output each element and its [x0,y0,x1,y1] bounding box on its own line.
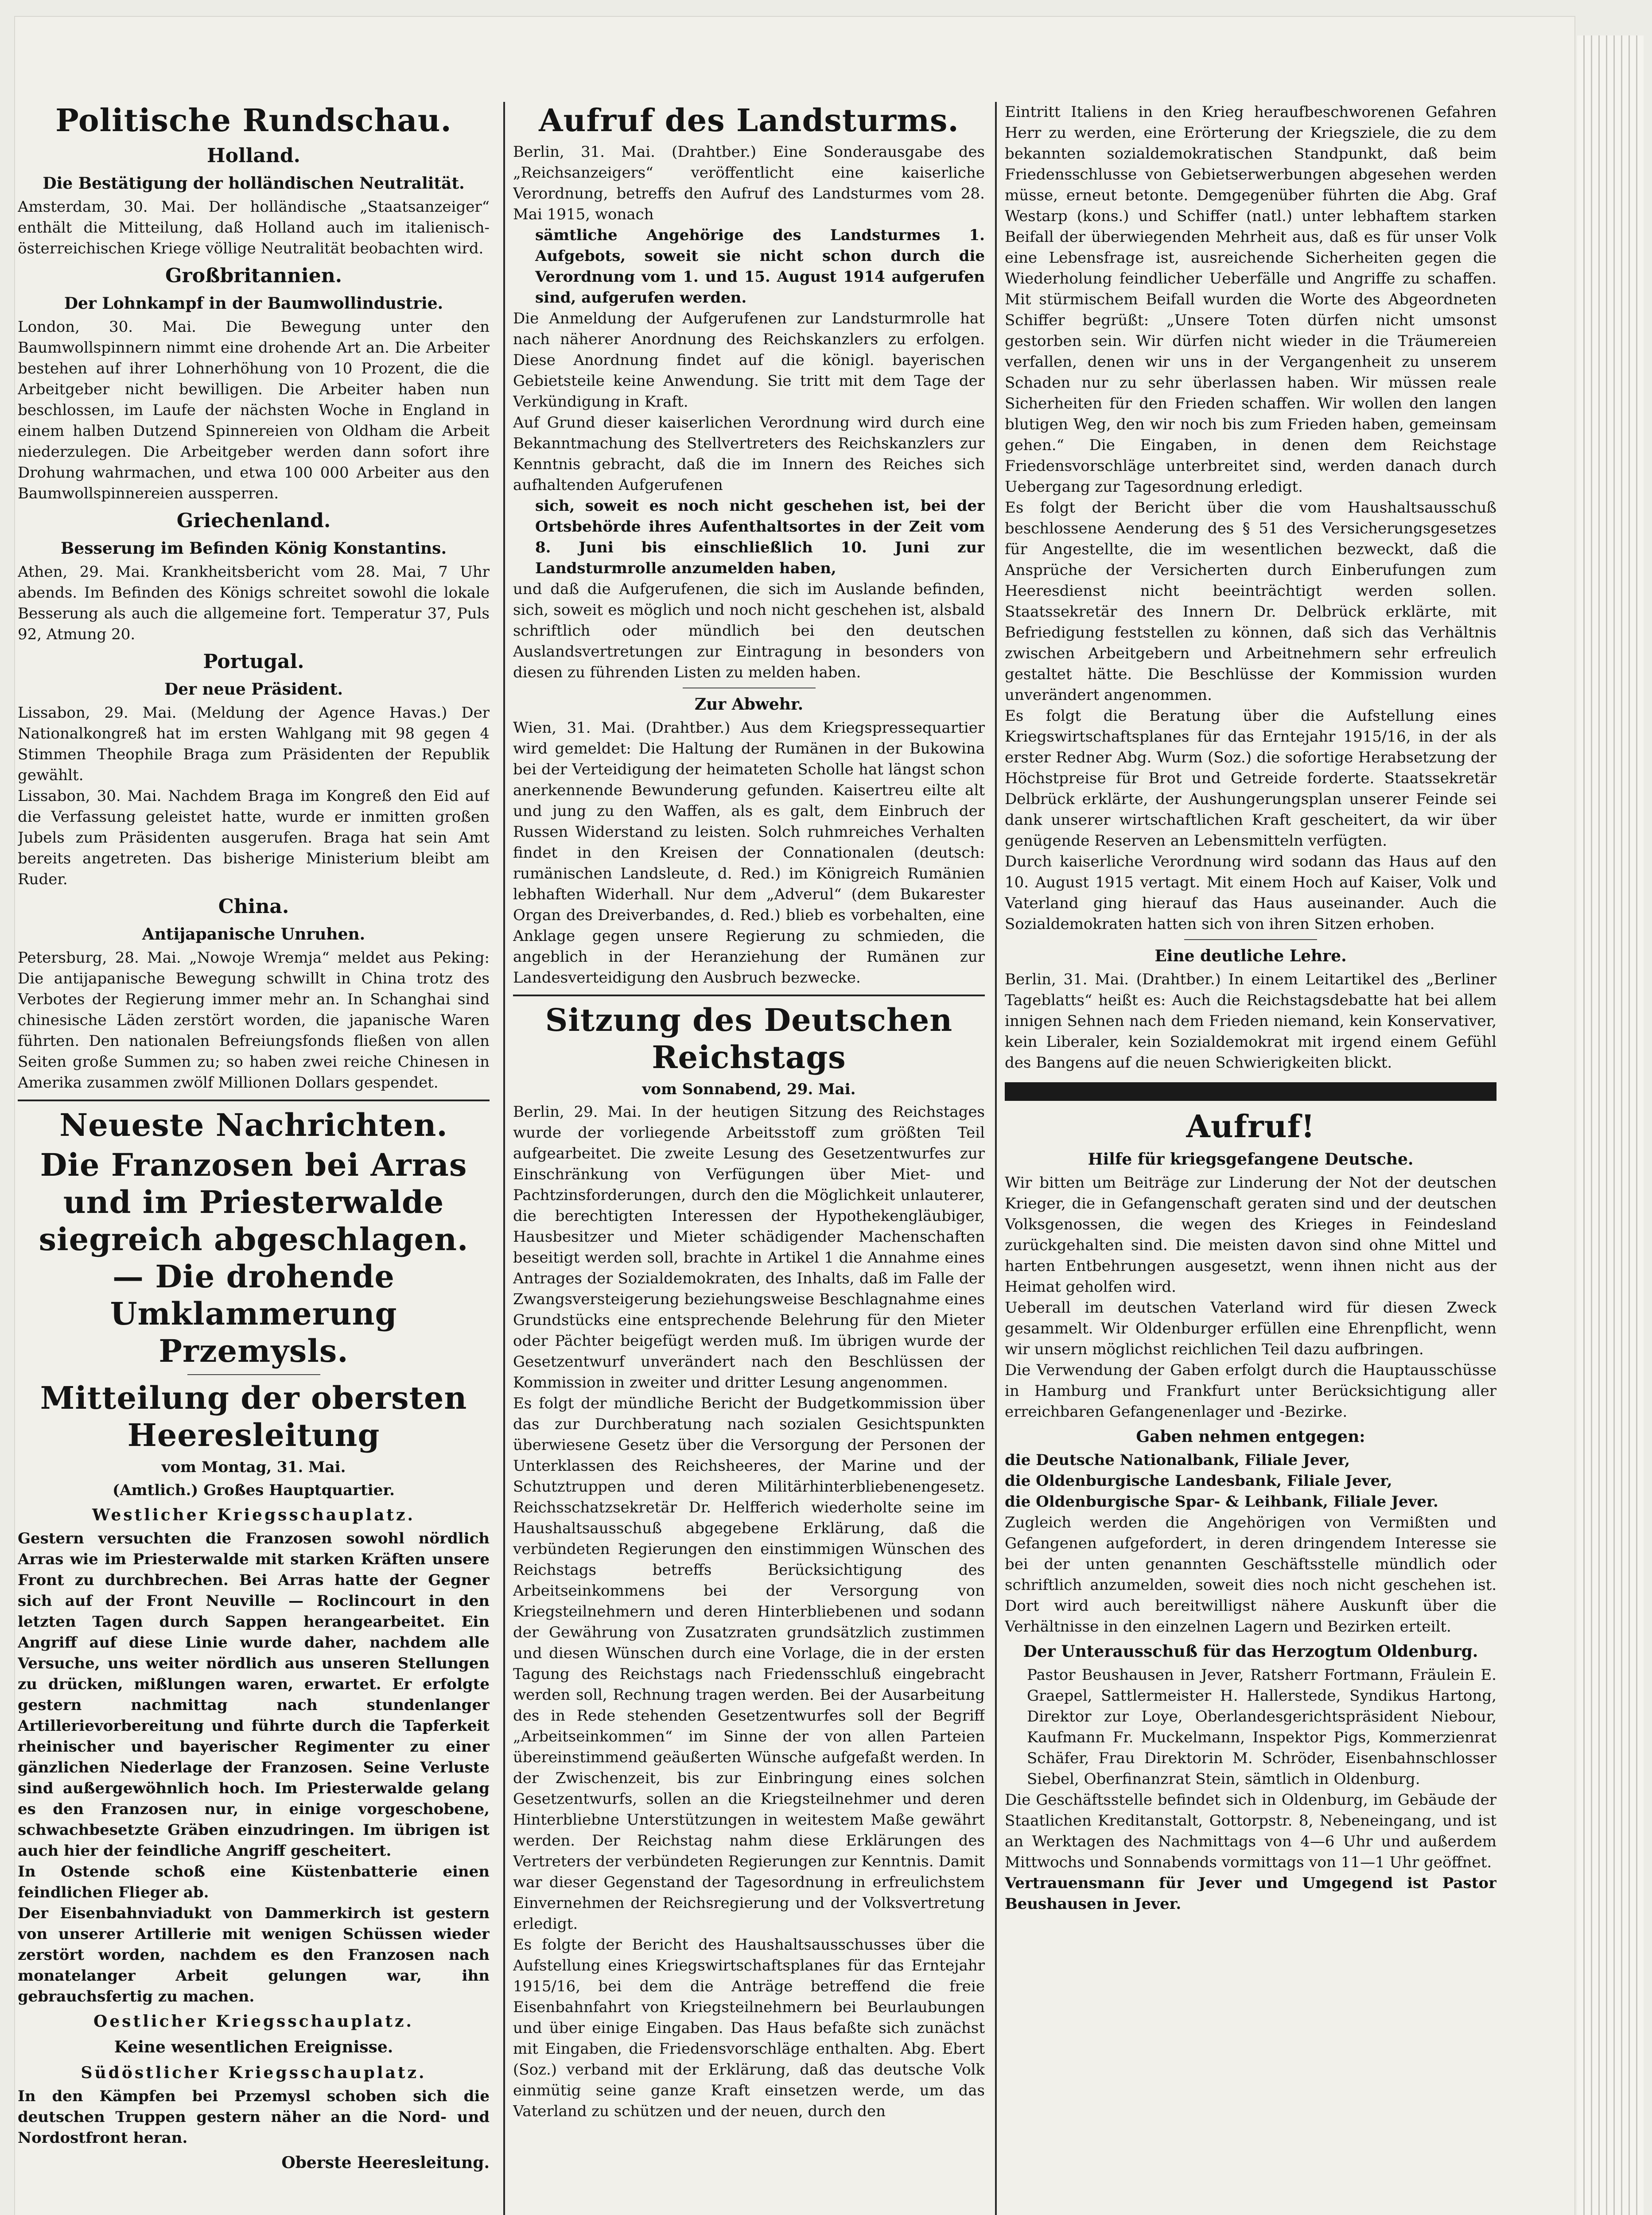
article-text: London, 30. Mai. Die Bewegung unter den Baumwollspinnern nimmt eine drohende Art an. Die Arbeiter bestehen auf ihrer Lohnerhöhung von 10 Prozent, die die Arbeitgeber nicht bewilligen. Die Arbeiter haben nun beschlossen, im Laufe der nächsten Woche in England in einem halben Dutzend Spinnereien von Oldham die Arbeit niederzulegen. Die Arbeitgeber werden dann sofort ihre Drohung wahrmachen, und etwa 100 000 Arbeiter aus den Baumwollspinnereien aussperren. [18,318,490,502]
subheading: Der Lohnkampf in der Baumwollindustrie. [64,294,443,313]
bank-entry: die Oldenburgische Landesbank, Filiale Jever, [1005,1472,1392,1490]
article-text: sich, soweit es noch nicht geschehen ist, bei der Ortsbehörde ihres Aufenthaltsortes in der Zeit vom 8. Juni bis einschließlich 10. Juni zur Landsturmrolle anzumelden haben, [535,497,985,577]
subheading: Der neue Präsident. [164,680,343,699]
article-text: Auf Grund dieser kaiserlichen Verordnung wird durch eine Bekanntmachung des Stellvertreters des Reichskanzlers zur Kenntnis gebracht, daß die im Innern des Reiches sich aufhaltenden Aufgerufenen [513,414,985,494]
article-text: Lissabon, 29. Mai. (Meldung der Agence Havas.) Der Nationalkongreß hat im ersten Wahlgang mit 98 gegen 4 Stimmen Theophile Braga zum Präsidenten der Republik gewählt. [18,704,490,784]
page-stack-edge [1577,35,1644,2215]
front-heading: Südöstlicher Kriegsschauplatz. [81,2063,427,2082]
article-text: Der Eisenbahnviadukt von Dammerkirch ist gestern von unserer Artillerie mit wenigen Schüssen wieder zerstört worden, nachdem es den Franzosen nach monatelanger Arbeit gelungen war, ihn gebrauchsfertig zu machen. [18,1904,490,2005]
column-right [1005,102,1497,2215]
article-text: Lissabon, 30. Mai. Nachdem Braga im Kongreß den Eid auf die Verfassung geleistet hatte, wurde er inmitten großen Jubels zum Präsidenten ausgerufen. Braga hat sein Amt bereits angetreten. Das bisherige Ministerium bleibt am Ruder. [18,787,490,888]
article-text: Eintritt Italiens in den Krieg heraufbeschworenen Gefahren Herr zu werden, eine Erörterung der Kriegsziele, die zu dem bekannten sozialdemokratischen Standpunkt, daß beim Friedensschlusse von Gebietserwerbungen abgesehen werden müsse, erneut betonte. Demgegenüber führten die Abg. Graf Westarp (kons.) und Schiffer (natl.) unter lebhaftem starken Beifall der überwiegenden Mehrheit aus, daß es für unser Volk eine Lebensfrage ist, ausreichende Sicherheiten gegen die Wiederholung feindlicher Ueberfälle und Angriffe zu schaffen. Mit stürmischem Beifall wurden die Worte des Abgeordneten Schiffer begrüßt: „Unsere Toten dürfen nicht umsonst gestorben sein. Wir dürfen nicht wieder in die Träumereien verfallen, denen wir uns in der Vergangenheit zu unserem Schaden nur zu sehr überlassen haben. Wir müssen reale Sicherheiten für den Frieden schaffen. Wir wollen den langen blutigen Weg, den wir noch bis zum Frieden haben, gemeinsam gehen.“ Die Eingaben, in denen dem Reichstage Friedensvorschläge unterbreitet sind, werden danach durch Uebergang zur Tagesordnung erledigt. [1005,103,1497,496]
article-text: sämtliche Angehörige des Landsturmes 1. Aufgebots, soweit sie nicht schon durch die Verordnung vom 1. und 15. August 1914 aufgerufen sind, aufgerufen werden. [535,226,985,307]
article-text: Es folgt die Beratung über die Aufstellung eines Kriegswirtschaftsplanes für das Erntejahr 1915/16, in der als erster Redner Abg. Wurm (Soz.) die sofortige Herabsetzung der Höchstpreise für Brot und Getreide forderte. Staatssekretär Delbrück erklärte, der Aushungerungsplan unserer Feinde sei dank unserer wirtschaftlichen Kraft gescheitert, da wir über genügende Reserven an Lebensmitteln verfügten. [1005,707,1497,850]
column-left [18,102,490,2215]
section-title-aufruf: Aufruf! [1186,1108,1315,1145]
country-heading: China. [218,895,289,918]
article-text: Die Anmeldung der Aufgerufenen zur Landsturmrolle hat nach näherer Anordnung des Reichskanzlers zu erfolgen. Diese Anordnung findet auf die königl. bayerischen Gebietsteile keine Anwendung. Sie tritt mit dem Tage der Verkündigung in Kraft. [513,310,985,411]
country-heading: Großbritannien. [165,264,342,287]
subheading: Die Bestätigung der holländischen Neutralität. [43,174,465,193]
section-title-politische-rundschau: Politische Rundschau. [55,102,452,139]
subheading: Hilfe für kriegsgefangene Deutsche. [1088,1150,1414,1169]
subheading: Antijapanische Unruhen. [142,925,365,944]
report-source: (Amtlich.) Großes Hauptquartier. [113,1481,395,1499]
divider [187,1374,320,1375]
section-title-reichstag: Sitzung des Deutschen Reichstags [545,1002,953,1076]
article-text: Die Verwendung der Gaben erfolgt durch die Hauptausschüsse in Hamburg und Frankfurt unter Berücksichtigung aller erreichbaren Gefangenenlager und -Bezirke. [1005,1361,1497,1421]
divider [1184,939,1317,940]
article-text: Wir bitten um Beiträge zur Linderung der Not der deutschen Krieger, die in Gefangenschaft geraten sind und der deutschen Volksgenossen, die wegen des Krieges in Feindesland zurückgehalten sind. Die meisten davon sind ohne Mittel und harten Entbehrungen ausgesetzt, wenn ihnen nicht aus der Heimat geholfen wird. [1005,1174,1497,1296]
subheading: Eine deutliche Lehre. [1154,947,1347,965]
signature: Oberste Heeresleitung. [281,2153,490,2172]
article-text: Petersburg, 28. Mai. „Nowoje Wremja“ meldet aus Peking: Die antijapanische Bewegung schwillt in China trotz des Verbotes der Regierung immer mehr an. In Schanghai sind chinesische Läden zerstört worden, die japanische Waren führten. Den nationalen Befreiungsfonds fließen von allen Seiten große Summen zu; so haben zwei reiche Chinesen in Amerika zusammen zwölf Millionen Dollars gespendet. [18,949,490,1092]
article-text: Es folgte der Bericht des Haushaltsausschusses über die Aufstellung eines Kriegswirtschaftsplanes für das Erntejahr 1915/16, bei dem die Anträge betreffend die freie Eisenbahnfahrt von Kriegsteilnehmern bei Beurlaubungen und über einige Eingaben. Das Haus befaßte sich zunächst mit Eingaben, die Friedensvorschläge enthalten. Abg. Ebert (Soz.) verband mit der Erklärung, daß das deutsche Volk einmütig seine ganze Kraft einsetzen werde, um das Vaterland zu schützen und der neuen, durch den [513,1936,985,2120]
country-heading: Holland. [207,144,300,167]
front-heading: Westlicher Kriegsschauplatz. [92,1506,416,1524]
article-text: Gestern versuchten die Franzosen sowohl nördlich Arras wie im Priesterwalde mit starken Kräften unsere Front zu durchbrechen. Bei Arras hatte der Gegner sich auf der Front Neuville — Roclincourt in den letzten Tagen durch Sappen herangearbeitet. Ein Angriff auf diese Linie wurde daher, nachdem alle Versuche, uns weiter nördlich aus unseren Stellungen zu drücken, mißlungen waren, erwartet. Er erfolgte gestern nachmittag nach stundenlanger Artillerievorbereitung und führte durch die Tapferkeit rheinischer und bayerischer Regimenter zu einer gänzlichen Niederlage der Franzosen. Seine Verluste sind außergewöhnlich hoch. Im Priesterwalde gelang es den Franzosen nur, in einige vorgeschobene, schwachbesetzte Gräben einzudringen. Im übrigen ist auch hier der feindliche Angriff gescheitert. [18,1530,490,1860]
article-text: Zugleich werden die Angehörigen von Vermißten und Gefangenen aufgefordert, in deren dringendem Interesse sie bei der unten genannten Geschäftsstelle mündlich oder schriftlich anzumelden, soweit dies noch nicht geschehen ist. Dort wird auch bereitwilligst nähere Auskunft über die Verhältnisse in den einzelnen Lagern und Bezirken erteilt. [1005,1514,1497,1636]
article-text: Es folgt der mündliche Bericht der Budgetkommission über das zur Durchberatung nach sozialen Gesichtspunkten überwiesene Gesetz über die Versorgung der Personen der Unterklassen des Reichsheeres, der Marine und der Schutztruppen und deren Militärhinterbliebenengesetz. Reichsschatzsekretär Dr. Helfferich wiederholte seine im Haushaltsausschuß abgegebene Erklärung, daß die verbündeten Regierungen den einstimmigen Wünschen des Reichstags betreffs Berücksichtigung des Arbeitseinkommens bei der Versorgung von Kriegsteilnehmern und deren Hinterbliebenen und sodann der Gewährung von Zusatzraten grundsätzlich zustimmen und diesen Wünschen durch eine Vorlage, die in der ersten Tagung des Reichstags nach Friedensschluß eingebracht werden soll, Rechnung tragen werden. Bei der Ausarbeitung des in Rede stehenden Gesetzentwurfes soll der Begriff „Arbeitseinkommen“ im Sinne der von allen Parteien übereinstimmend geäußerten Wünsche aufgefaßt werden. In der Zwischenzeit, bis zur Einbringung eines solchen Gesetzentwurfs, sollen an die Kriegsteilnehmer und deren Hinterbliebne Unterstützungen in weitestem Maße gewährt werden. Der Reichstag nahm diese Erklärungen des Vertreters der verbündeten Regierungen zur Kenntnis. Damit war dieser Gegenstand der Tagesordnung in erfreulichstem Einvernehmen der Reichsregierung und der Volksvertretung erledigt. [513,1395,985,1933]
subheading: Gaben nehmen entgegen: [1136,1427,1365,1446]
article-text: Vertrauensmann für Jever und Umgegend ist Pastor Beushausen in Jever. [1005,1874,1497,1913]
subheading: Zur Abwehr. [694,695,804,714]
bank-entry: die Oldenburgische Spar- & Leihbank, Filiale Jever. [1005,1493,1438,1511]
article-text: In Ostende schoß eine Küstenbatterie einen feindlichen Flieger ab. [18,1863,490,1901]
article-text: und daß die Aufgerufenen, die sich im Auslande befinden, sich, soweit es möglich und noch nicht geschehen ist, alsbald schriftlich oder mündlich bei den deutschen Auslandsvertretungen zur Eintragung in besonders von diesen zu führenden Listen zu melden haben. [513,580,985,681]
article-text: Ueberall im deutschen Vaterland wird für diesen Zweck gesammelt. Wir Oldenburger erfüllen eine Ehrenpflicht, wenn wir unsern möglichst reichlichen Teil dazu aufbringen. [1005,1299,1497,1358]
subheading: Besserung im Befinden König Konstantins. [61,539,447,558]
article-text: Athen, 29. Mai. Krankheitsbericht vom 28. Mai, 7 Uhr abends. Im Befinden des Königs schreitet sowohl die lokale Besserung als auch die allgemeine fort. Temperatur 37, Puls 92, Atmung 20. [18,563,490,643]
report-date: vom Montag, 31. Mai. [161,1458,346,1476]
subheading: Der Unterausschuß für das Herzogtum Oldenburg. [1023,1642,1478,1661]
bank-entry: die Deutsche Nationalbank, Filiale Jever, [1005,1451,1350,1469]
column-rule [995,102,997,2215]
divider [18,1100,490,1101]
column-middle [513,102,985,2215]
black-bar [1005,1082,1497,1101]
article-text: Es folgt der Bericht über die vom Haushaltsausschuß beschlossene Aenderung des § 51 des Versicherungsgesetzes für Angestellte, die im wesentlichen bezweckt, daß die Ansprüche der Versicherten durch Einberufungen zum Heeresdienst nicht beeinträchtigt werden sollen. Staatssekretär des Innern Dr. Delbrück erklärte, mit Befriedigung feststellen zu können, daß sich das Verhältnis zwischen Arbeitgebern und Arbeitnehmern sehr erfreulich gestaltet hätte. Die Beschlüsse der Kommission wurden unverändert angenommen. [1005,499,1497,704]
section-title-neueste-nachrichten: Neueste Nachrichten. [59,1107,448,1143]
article-text: In den Kämpfen bei Przemysl schoben sich die deutschen Truppen gestern näher an die Nord- und Nordostfront heran. [18,2087,490,2147]
article-text: Berlin, 31. Mai. (Drahtber.) Eine Sonderausgabe des „Reichsanzeigers“ veröffentlicht eine kaiserliche Verordnung, betreffs den Aufruf des Landsturmes vom 28. Mai 1915, wonach [513,143,985,223]
article-text: Keine wesentlichen Ereignisse. [114,2038,393,2056]
article-text: Berlin, 29. Mai. In der heutigen Sitzung des Reichstages wurde der vorliegende Arbeitsstoff zum größten Teil aufgearbeitet. Die zweite Lesung des Gesetzentwurfes zur Einschränkung von Verfügungen über Miet- und Pachtzinsforderungen, durch den die Möglichkeit unlauterer, die berechtigten Interessen der Hypothekengläubiger, Hausbesitzer und Mieter schädigender Machenschaften beseitigt werden soll, brachte in Artikel 1 die Annahme eines Antrages der Sozialdemokraten, des Inhalts, daß im Falle der Zwangsversteigerung beziehungsweise Beschlagnahme eines Grundstücks eine entsprechende Belehrung für den Mieter oder Pächter beigefügt werden muß. Im übrigen wurde der Gesetzentwurf unverändert nach den Beschlüssen der Kommission in zweiter und dritter Lesung angenommen. [513,1103,985,1391]
section-title-aufruf-landsturm: Aufruf des Landsturms. [539,102,959,139]
article-text: Durch kaiserliche Verordnung wird sodann das Haus auf den 10. August 1915 vertagt. Mit einem Hoch auf Kaiser, Volk und Vaterland ging hierauf das Haus auseinander. Auch die Sozialdemokraten hatten sich von ihren Sitzen erhoben. [1005,853,1497,933]
article-text: Amsterdam, 30. Mai. Der holländische „Staatsanzeiger“ enthält die Mitteilung, daß Holland auch im italienisch-österreichischen Kriege völlige Neutralität beobachten wird. [18,198,490,257]
country-heading: Portugal. [203,650,304,673]
committee-names: Pastor Beushausen in Jever, Ratsherr Fortmann, Fräulein E. Graepel, Sattlermeister H. Hallerstede, Syndikus Hartong, Direktor zur Loye, Oberlandesgerichtspräsident Niebour, Kaufmann Fr. Muckelmann, Inspektor Pigs, Kommerzienrat Schäfer, Frau Direktorin M. Schröder, Eisenbahnschlosser Siebel, Oberfinanzrat Stein, sämtlich in Oldenburg. [1027,1666,1497,1788]
article-text: Die Geschäftsstelle befindet sich in Oldenburg, im Gebäude der Staatlichen Kreditanstalt, Gottorpstr. 8, Nebeneingang, und ist an Werktagen des Nachmittags von 4—6 Uhr und außerdem Mittwochs und Sonnabends vormittags von 11—1 Uhr geöffnet. [1005,1791,1497,1871]
front-heading: Oestlicher Kriegsschauplatz. [93,2012,414,2031]
divider [513,995,985,996]
country-heading: Griechenland. [176,509,331,532]
main-headline: Die Franzosen bei Arras und im Priesterwalde siegreich abgeschlagen. — Die drohende Umklammerung Przemysls. [39,1146,469,1369]
article-text: Berlin, 31. Mai. (Drahtber.) In einem Leitartikel des „Berliner Tageblatts“ heißt es: Auch die Reichstagsdebatte hat bei allem innigen Sehnen nach dem Frieden niemand, kein Konservativer, kein Liberaler, kein Sozialdemokrat mit irgend einem Gefühl des Bangens auf die neuen Schwierigkeiten blickt. [1005,971,1497,1072]
session-date: vom Sonnabend, 29. Mai. [642,1080,856,1098]
section-title-heeresleitung: Mitteilung der obersten Heeresleitung [40,1380,467,1453]
article-text: Wien, 31. Mai. (Drahtber.) Aus dem Kriegspressequartier wird gemeldet: Die Haltung der Rumänen in der Bukowina bei der Verteidigung der heimateten Scholle hat längst schon anerkennende Bewunderung gefunden. Kaisertreu eilte alt und jung zu den Waffen, als es galt, dem Einbruch der Russen Widerstand zu leisten. Solch ruhmreiches Verhalten findet in den Kreisen der Connationalen (deutsch: rumänischen Landsleute, d. Red.) im Königreich Rumänien lebhaften Widerhall. Nur dem „Adverul“ (dem Bukarester Organ des Dreiverbandes, d. Red.) blieb es vorbehalten, eine Anklage gegen unsere Regierung zu schmieden, die angeblich in der Heranziehung der Rumänen zur Landesverteidigung den Ausbruch bezwecke. [513,719,985,987]
column-rule [503,102,505,2215]
